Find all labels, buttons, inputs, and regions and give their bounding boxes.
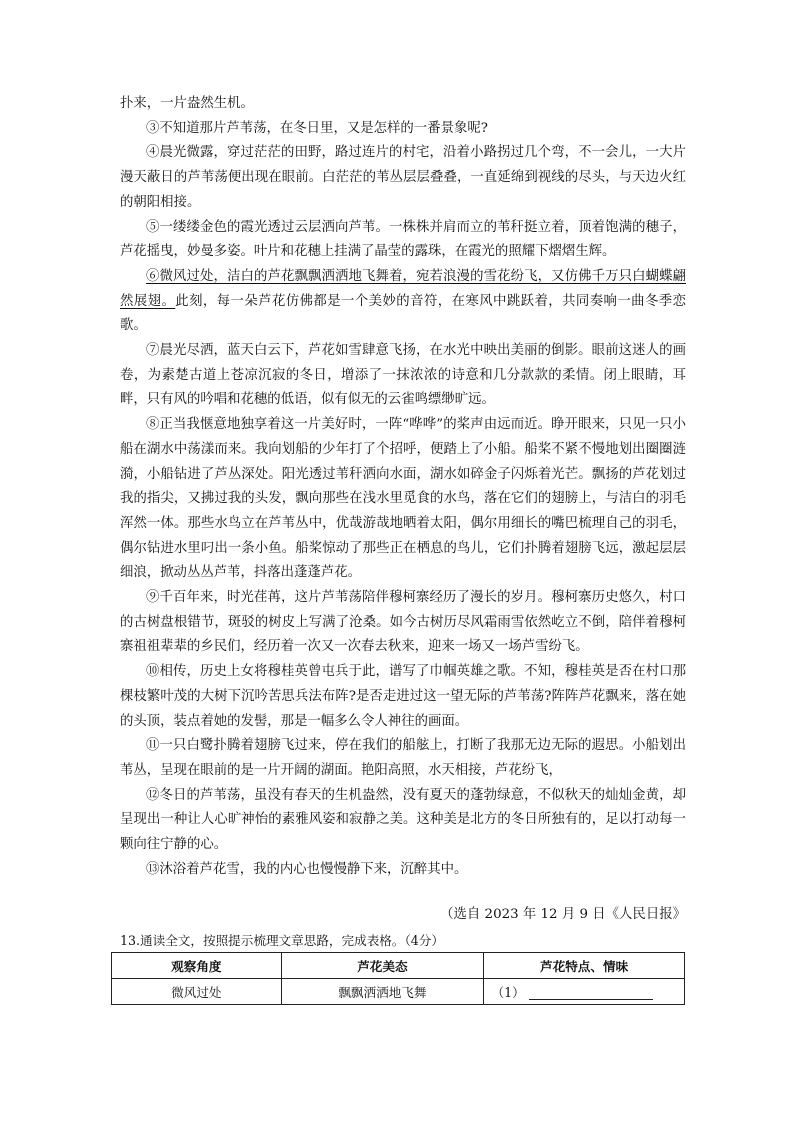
paragraph-1: 扑来，一片盎然生机。 xyxy=(120,96,254,111)
table-row xyxy=(112,979,685,1005)
answer-blank[interactable] xyxy=(529,985,653,1000)
paragraph-12: ⑫冬日的芦苇荡，虽没有春天的生机盎然，没有夏天的蓬勃绿意，不似秋天的灿灿金黄，却呈现出一种让人心旷神怡的素雅风姿和寂静之美。这种美是北方的冬日所独有的，足以打动每一颗向往宁静的心。 xyxy=(120,787,686,853)
paragraph-11: ⑪一只白鹭扑腾着翅膀飞过来，停在我们的船舷上，打断了我那无边无际的遐思。小船划出苇丛，呈现在眼前的是一片开阔的湖面。艳阳高照，水天相接，芦花纷飞， xyxy=(120,738,686,778)
paragraph-9: ⑨千百年来，时光荏苒，这片芦苇荡陪伴穆柯寨经历了漫长的岁月。穆柯寨历史悠久，村口的古树盘根错节，斑驳的树皮上写满了沧桑。如今古树历尽风霜雨雪依然屹立不倒，陪伴着穆柯寨祖祖辈辈的乡民们，经历着一次又一次春去秋来，迎来一场又一场芦雪纷飞。 xyxy=(120,590,686,655)
paragraph-8: ⑧正当我惬意地独享着这一片美好时，一阵“哗哗”的桨声由远而近。睁开眼来，只见一只小船在湖水中荡漾而来。我向划船的少年打了个招呼，便踏上了小船。船桨不紧不慢地划出圈圈涟漪，小船钻进了芦丛深处。阳光透过苇秆洒向水面，湖水如碎金子闪烁着光芒。飘扬的芦花划过我的指尖，又拂过我的头发，飘向那些在浅水里觅食的水鸟，落在它们的翅膀上，与洁白的羽毛浑然一体。那些水鸟立在芦苇丛中，优哉游哉地晒着太阳，偶尔用细长的嘴巴梳理自己的羽毛，偶尔钻进水里叼出一条小鱼。船桨惊动了那些正在栖息的鸟儿，它们扑腾着翅膀飞远，激起层层细浪，掀动丛丛芦苇，抖落出蓬蓬芦花。 xyxy=(120,417,686,581)
header-traits: 芦花特点、情味 xyxy=(484,953,685,979)
question-13: 13.通读全文，按照提示梳理文章思路，完成表格。（4分） xyxy=(120,933,444,948)
paragraph-13: ⑬沐浴着芦花雪，我的内心也慢慢静下来，沉醉其中。 xyxy=(146,861,468,877)
cell-beauty: 飘飘洒洒地飞舞 xyxy=(281,979,484,1005)
header-angle: 观察角度 xyxy=(112,953,282,979)
paragraph-6-rest: 此刻，每一朵芦花仿佛都是一个美妙的音符，在寒风中跳跃着，共同奏响一曲冬季恋歌。 xyxy=(120,293,687,334)
header-beauty: 芦花美态 xyxy=(281,953,484,979)
paragraph-10: ⑩相传，历史上女将穆桂英曾屯兵于此，谱写了巾帼英雄之歌。不知，穆桂英是否在村口那棵枝繁叶茂的大树下沉吟苦思兵法布阵?是否走进过这一望无际的芦苇荡?阵阵芦花飘来，落在她的头顶，装点着她的发髻，那是一幅多么令人神往的画面。 xyxy=(120,664,686,729)
underlined-sentence: ⑥微风过处，洁白的芦花飘飘洒洒地飞舞着，宛若浪漫的雪花纷飞，又仿佛千万只白蝴蝶翩然展翅。 xyxy=(120,268,686,309)
paragraph-7: ⑦晨光尽洒，蓝天白云下，芦花如雪肆意飞扬，在水光中映出美丽的倒影。眼前这迷人的画卷，为素楚古道上苍凉沉寂的冬日，增添了一抹浓浓的诗意和几分款款的柔情。闭上眼睛，耳畔，只有风的吟唱和花穗的低语，似有似无的云雀鸣缥缈旷远。 xyxy=(120,343,686,408)
paragraph-3: ③不知道那片芦苇荡，在冬日里，又是怎样的一番景象呢? xyxy=(146,120,488,136)
paragraph-6 xyxy=(120,265,686,339)
table-header-row xyxy=(112,953,685,979)
cell-angle: 微风过处 xyxy=(112,979,282,1005)
paragraph-4: ④晨光微露，穿过茫茫的田野，路过连片的村宅，沿着小路拐过几个弯，不一会儿，一大片漫天蔽日的芦苇荡便出现在眼前。白茫茫的苇丛层层叠叠，一直延绵到视线的尽头，与天边火红的朝阳相接。 xyxy=(120,145,686,210)
article-body xyxy=(120,92,686,883)
cell-answer xyxy=(484,979,685,1005)
paragraph-5: ⑤一缕缕金色的霞光透过云层洒向芦苇。一株株并肩而立的苇秆挺立着，顶着饱满的穗子，芦花摇曳，妙曼多姿。叶片和花穗上挂满了晶莹的露珠，在霞光的照耀下熠熠生辉。 xyxy=(120,219,686,260)
blank-label: （1） xyxy=(491,985,525,1000)
answer-table xyxy=(111,952,685,1005)
source-citation: （选自 2023 年 12 月 9 日《人民日报》 xyxy=(440,907,686,922)
